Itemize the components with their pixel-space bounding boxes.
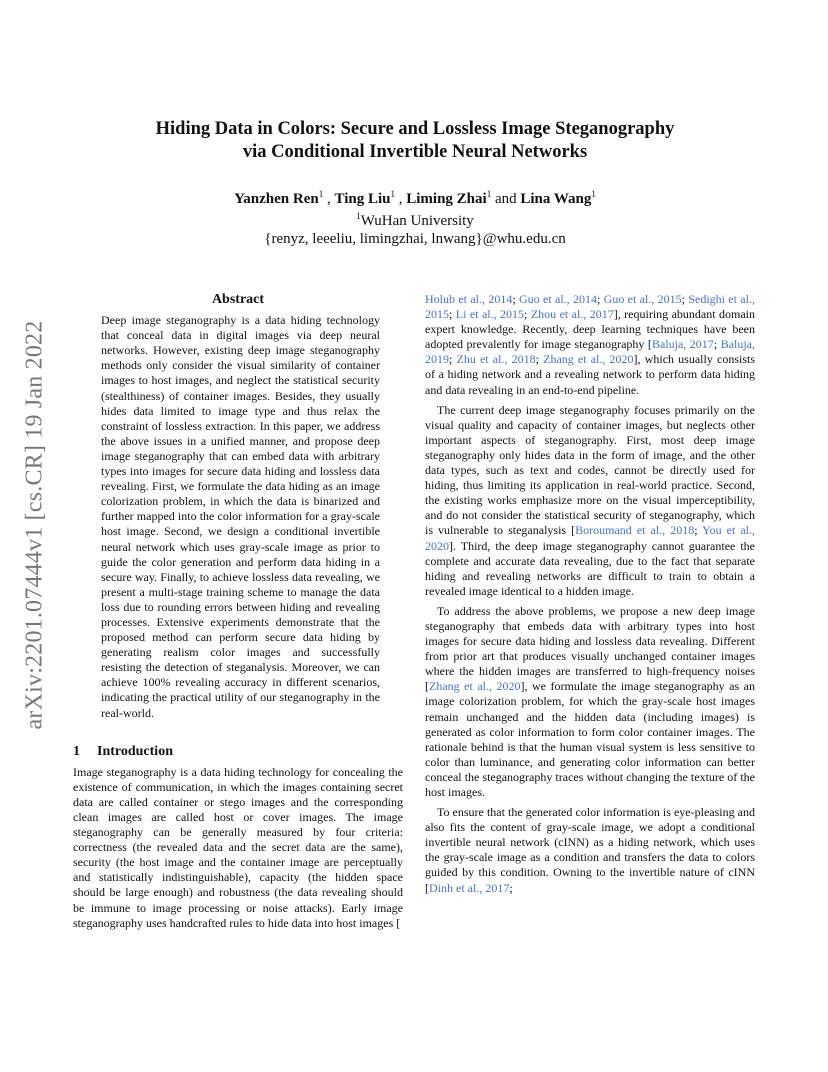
- affiliation-name: WuHan University: [360, 213, 474, 229]
- citation-link[interactable]: Zhang et al., 2020: [543, 352, 634, 367]
- citation-separator: ;: [694, 523, 703, 538]
- author-affil-mark: 1: [486, 189, 492, 199]
- citation-link[interactable]: Guo et al., 2014: [519, 292, 597, 306]
- author-separator: ,: [394, 191, 407, 207]
- affiliation: [75, 206, 755, 231]
- intro-paragraph-3: [425, 604, 755, 800]
- citation-link[interactable]: Holub et al., 2014: [425, 292, 513, 306]
- paragraph-text: ]. Third, the deep image steganography cannot guarantee the complete and accurate data revealing, due to the fact that separate hiding and revealing networks are difficult to train to obtain a revealed image identical to a hidden image.: [425, 538, 755, 598]
- paragraph-text: To address the above problems, we propose a new deep image steganography that embeds data with arbitrary types into host images for secure data hiding and lossless data revealing. Different from prior art that produces visually unchanged container images where the hidden images are transferred to high-frequency noises [: [425, 603, 755, 694]
- author-name: Liming Zhai: [406, 191, 487, 207]
- section-title: Introduction: [97, 743, 173, 759]
- citation-link[interactable]: Zhang et al., 2020: [429, 679, 521, 694]
- citation-link[interactable]: Sedighi et al., 2015: [425, 292, 755, 322]
- paragraph-text: To ensure that the generated color information is eye-pleasing and also fits the content of gray-scale image, we adopt a conditional invertible neural network (cINN) as a hiding network, which uses the gray-scale image as a condition and transfers the data to colors guided by this condition. Owning to the invertible nature of cINN [: [425, 805, 755, 895]
- intro-paragraph-1: [73, 765, 403, 931]
- author-separator: and: [491, 191, 521, 207]
- citation-link[interactable]: Zhu et al., 2018: [456, 352, 536, 367]
- citation-link[interactable]: You et al., 2020: [425, 523, 756, 553]
- section-heading-introduction: [73, 744, 403, 759]
- paragraph-text: Image steganography is a data hiding technology for concealing the existence of communication, in which the images containing secret data are called container or stego images and the corresponding clean images are called host or cover images. The image steganography can be generally measured by four criteria: correctness (the revealed data and the secret data are the same), security (the host image and the container image are perceptually and statistically indistinguishable), capacity (the hidden space should be large enough) and robustness (the data revealing should be immune to image processing or noise attacks). Early image steganography uses handcrafted rules to hide data into host images [: [73, 764, 403, 930]
- abstract-heading: Abstract: [211, 292, 265, 307]
- citation-link[interactable]: Guo et al., 2015: [603, 292, 682, 306]
- citation-separator: ;: [512, 292, 519, 306]
- citation-link[interactable]: Boroumand et al., 2018: [575, 523, 695, 538]
- abstract-text: Deep image steganography is a data hiding technology that conceal data in digital images via deep neural networks. However, existing deep image steganography methods only consider the visual similarity of container images to host images, and neglect the statistical security (stealthiness) of container images. Besides, they usually hides data limited to image type and thus relax the constraint of lossless extraction. In this paper, we address the above issues in a unified manner, and propose deep image steganography that can embed data with arbitrary types into images for secure data hiding and lossless data revealing. First, we formulate the data hiding as an image colorization problem, in which the data is binarized and further mapped into the color information for a gray-scale host image. Second, we design a conditional invertible neural network which uses gray-scale image as prior to guide the color generation and perform data hiding in a secure way. Finally, to achieve lossless data revealing, we present a multi-stage training scheme to manage the data loss due to rounding errors between hiding and revealing processes. Extensive experiments demonstrate that the proposed method can perform secure data hiding by generating realism color images and successfully resisting the detection of steganalysis. Moreover, we can achieve 100% revealing accuracy in different scenarios, indicating the practical utility of our steganography in the real-world.: [101, 313, 380, 720]
- citation-separator: ;: [596, 292, 604, 306]
- author-affil-mark: 1: [318, 189, 324, 199]
- author-affil-mark: 1: [390, 189, 395, 199]
- paper-title: [75, 118, 755, 164]
- author-name: Lina Wang: [520, 191, 592, 207]
- affiliation-mark: 1: [356, 211, 361, 221]
- author-name: Yanzhen Ren: [234, 191, 319, 207]
- citation-link[interactable]: Dinh et al., 2017: [429, 880, 510, 895]
- paragraph-text: ;: [509, 880, 513, 895]
- citation-separator: ;: [524, 307, 531, 322]
- intro-paragraph-4: [425, 805, 755, 896]
- right-column: [425, 292, 755, 901]
- citation-link[interactable]: Baluja, 2017: [651, 337, 714, 352]
- intro-paragraph-2: [425, 403, 755, 599]
- paragraph-text: ], which usually consists of a hiding network and a revealing network to perform data hiding and data revealing in an end-to-end pipeline.: [425, 352, 755, 397]
- citation-separator: ;: [681, 292, 689, 306]
- arxiv-side-identifier: [15, 290, 55, 760]
- citation-separator: ;: [713, 337, 721, 352]
- paragraph-text: ], we formulate the image steganography as an image colorization problem, for which the gray-scale host images remain unchanged and the hidden data (including images) is generated as color information to form color container images. The rationale behind is that the human visual system is less sensitive to color than luminance, and generating color information can better conceal the steganography traces without changing the texture of the host images.: [425, 679, 755, 799]
- citation-link[interactable]: Baluja, 2019: [425, 337, 756, 367]
- author-separator: ,: [323, 191, 335, 207]
- title-line-2: via Conditional Invertible Neural Networks: [242, 142, 588, 162]
- section-number: 1: [73, 743, 80, 759]
- citation-link[interactable]: Zhou et al., 2017: [530, 307, 614, 322]
- author-name: Ting Liu: [334, 191, 391, 207]
- paragraph-text: ], requiring abundant domain expert knowledge. Recently, deep learning techniques have been adopted prevalently for image steganography [: [425, 307, 755, 352]
- citation-separator: ;: [535, 352, 544, 367]
- paragraph-text: The current deep image steganography focuses primarily on the visual quality and capacity of container images, but neglects other important aspects of steganography. First, most deep image steganography only hides data in the form of image, and the other data types, such as text and codes, cannot be directly used for hiding, thus limiting its application in real-world practice. Second, the existing works emphasize more on the visual imperceptibility, and do not consider the statistical security of steganography, which is vulnerable to steganalysis [: [425, 402, 755, 538]
- citation-link[interactable]: Li et al., 2015: [455, 307, 525, 322]
- citation-separator: ;: [449, 352, 457, 367]
- left-column: [73, 292, 403, 936]
- intro-paragraph-1-continued: [425, 292, 755, 398]
- author-affil-mark: 1: [591, 189, 596, 199]
- citation-separator: ;: [449, 307, 456, 322]
- arxiv-id-text: arXiv:2201.07444v1 [cs.CR] 19 Jan 2022: [21, 320, 48, 730]
- author-emails: {renyz, leeeliu, limingzhai, lnwang}@whu.edu.cn: [264, 231, 566, 247]
- title-line-1: Hiding Data in Colors: Secure and Lossless Image Steganography: [155, 119, 675, 139]
